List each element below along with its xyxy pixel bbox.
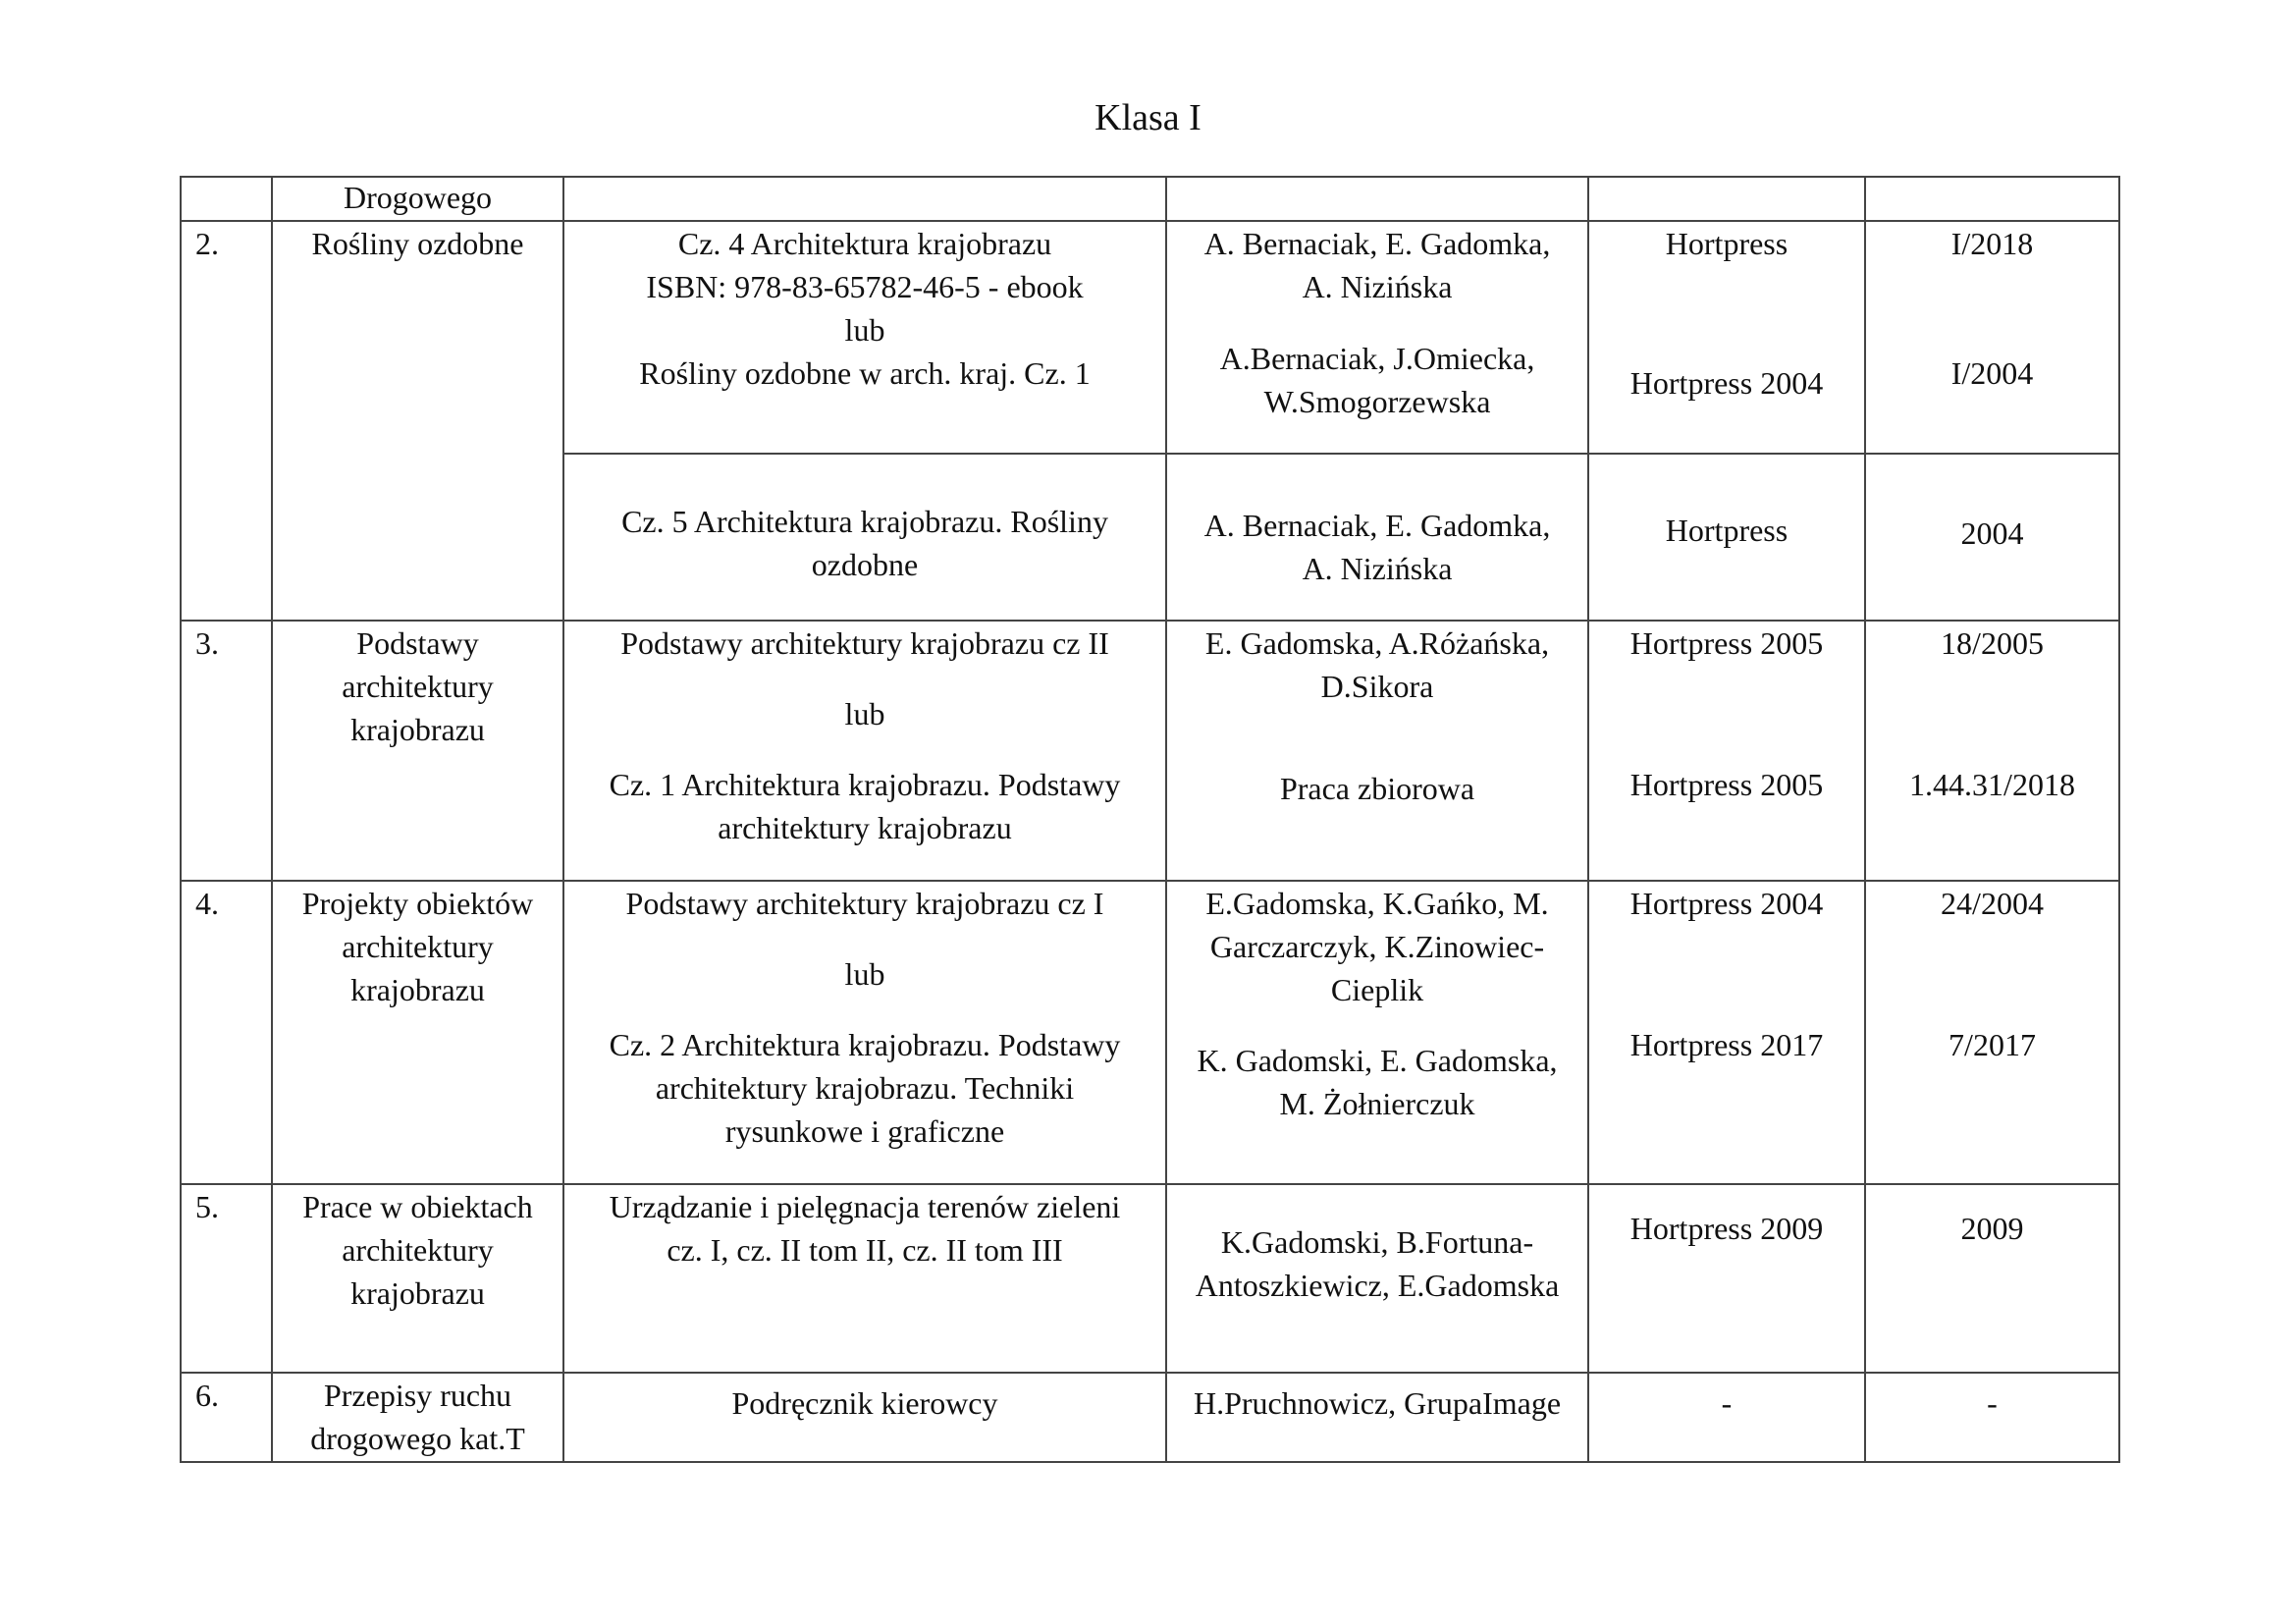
row-number: 5. bbox=[195, 1189, 219, 1224]
subject-line: drogowego kat.T bbox=[310, 1421, 525, 1456]
authors-line: E. Gadomska, A.Różańska, bbox=[1204, 625, 1550, 661]
title-cell bbox=[563, 177, 1166, 221]
approval-number-line: - bbox=[1987, 1385, 1998, 1421]
title-line: rysunkowe i graficzne bbox=[724, 1113, 1005, 1149]
authors-line: K.Gadomski, B.Fortuna- bbox=[1220, 1224, 1534, 1260]
row-number: 6. bbox=[195, 1378, 219, 1413]
number-cell bbox=[181, 621, 272, 881]
subject-cell bbox=[272, 1373, 563, 1462]
number-cell bbox=[181, 1184, 272, 1373]
publisher-cell bbox=[1588, 621, 1865, 881]
subject-line: Rośliny ozdobne bbox=[311, 226, 524, 261]
title-line: lub bbox=[844, 312, 885, 348]
subject-line: krajobrazu bbox=[350, 972, 485, 1007]
authors-line: A.Bernaciak, J.Omiecka, bbox=[1219, 341, 1535, 376]
approval-number-line: 2004 bbox=[1960, 515, 2024, 551]
subject-cell bbox=[272, 1184, 563, 1373]
authors-line: M. Żołnierczuk bbox=[1279, 1086, 1475, 1121]
authors-cell bbox=[1166, 221, 1588, 454]
subject-line: Drogowego bbox=[343, 180, 493, 215]
subject-line: krajobrazu bbox=[350, 1275, 485, 1311]
publisher-cell bbox=[1588, 1373, 1865, 1462]
approval-number-cell bbox=[1865, 1373, 2119, 1462]
publisher-line: - bbox=[1721, 1385, 1733, 1421]
publisher-line: Hortpress 2009 bbox=[1629, 1211, 1824, 1246]
approval-number-line: I/2018 bbox=[1950, 226, 2034, 261]
publisher-line: Hortpress 2005 bbox=[1629, 625, 1824, 661]
approval-number-line: I/2004 bbox=[1950, 355, 2034, 391]
publisher-cell bbox=[1588, 881, 1865, 1184]
table-row bbox=[181, 1184, 2119, 1373]
title-line: Podręcznik kierowcy bbox=[731, 1385, 998, 1421]
subject-line: Podstawy bbox=[356, 625, 479, 661]
subject-line: architektury bbox=[342, 929, 494, 964]
subject-cell bbox=[272, 221, 563, 621]
subject-line: architektury bbox=[342, 1232, 494, 1268]
approval-number-line: 1.44.31/2018 bbox=[1909, 767, 2075, 802]
title-line: Cz. 2 Architektura krajobrazu. Podstawy bbox=[609, 1027, 1121, 1062]
row-number: 3. bbox=[195, 625, 219, 661]
title-line: Cz. 5 Architektura krajobrazu. Rośliny bbox=[621, 504, 1108, 539]
subject-line: architektury bbox=[342, 669, 494, 704]
subject-line: Prace w obiektach bbox=[302, 1189, 533, 1224]
title-cell bbox=[563, 1184, 1166, 1373]
title-cell bbox=[563, 454, 1166, 621]
authors-line: D.Sikora bbox=[1320, 669, 1434, 704]
authors-line: Cieplik bbox=[1330, 972, 1424, 1007]
publisher-cell bbox=[1588, 177, 1865, 221]
title-line: architektury krajobrazu bbox=[718, 810, 1012, 845]
table-row bbox=[181, 221, 2119, 454]
title-cell bbox=[563, 881, 1166, 1184]
authors-line: K. Gadomski, E. Gadomska, bbox=[1197, 1043, 1558, 1078]
title-line: cz. I, cz. II tom II, cz. II tom III bbox=[667, 1232, 1063, 1268]
authors-line: Praca zbiorowa bbox=[1279, 771, 1475, 806]
approval-number-cell bbox=[1865, 454, 2119, 621]
title-line: lub bbox=[844, 696, 885, 731]
publisher-line: Hortpress 2004 bbox=[1629, 365, 1824, 401]
number-cell bbox=[181, 1373, 272, 1462]
publisher-cell bbox=[1588, 1184, 1865, 1373]
publisher-cell bbox=[1588, 221, 1865, 454]
publisher-line: Hortpress bbox=[1665, 513, 1789, 548]
authors-line: A. Nizińska bbox=[1302, 551, 1453, 586]
number-cell bbox=[181, 221, 272, 621]
subject-cell bbox=[272, 621, 563, 881]
row-number: 2. bbox=[195, 226, 219, 261]
authors-line: E.Gadomska, K.Gańko, M. bbox=[1205, 886, 1549, 921]
title-line: Rośliny ozdobne w arch. kraj. Cz. 1 bbox=[639, 355, 1091, 391]
table-row bbox=[181, 177, 2119, 221]
authors-line: A. Nizińska bbox=[1302, 269, 1453, 304]
title-cell bbox=[563, 1373, 1166, 1462]
approval-number-cell bbox=[1865, 881, 2119, 1184]
title-line: Podstawy architektury krajobrazu cz II bbox=[620, 625, 1109, 661]
authors-cell bbox=[1166, 1373, 1588, 1462]
title-line: Cz. 1 Architektura krajobrazu. Podstawy bbox=[609, 767, 1121, 802]
textbook-table bbox=[180, 176, 2120, 1463]
authors-line: A. Bernaciak, E. Gadomka, bbox=[1203, 226, 1551, 261]
number-cell bbox=[181, 881, 272, 1184]
authors-cell bbox=[1166, 1184, 1588, 1373]
authors-line: Garczarczyk, K.Zinowiec- bbox=[1209, 929, 1545, 964]
subject-cell bbox=[272, 881, 563, 1184]
approval-number-line: 24/2004 bbox=[1941, 886, 2044, 921]
number-cell bbox=[181, 177, 272, 221]
table-row bbox=[181, 1373, 2119, 1462]
title-line: lub bbox=[844, 956, 885, 992]
authors-cell bbox=[1166, 621, 1588, 881]
title-line: Podstawy architektury krajobrazu cz I bbox=[625, 886, 1104, 921]
approval-number-cell bbox=[1865, 1184, 2119, 1373]
table-row bbox=[181, 881, 2119, 1184]
page-title: Klasa I bbox=[1095, 97, 1201, 138]
subject-line: krajobrazu bbox=[350, 712, 485, 747]
publisher-line: Hortpress bbox=[1665, 226, 1789, 261]
authors-line: Antoszkiewicz, E.Gadomska bbox=[1195, 1268, 1560, 1303]
authors-line: A. Bernaciak, E. Gadomka, bbox=[1203, 508, 1551, 543]
authors-line: W.Smogorzewska bbox=[1263, 384, 1491, 419]
approval-number-cell bbox=[1865, 177, 2119, 221]
approval-number-cell bbox=[1865, 221, 2119, 454]
title-cell bbox=[563, 621, 1166, 881]
subject-cell bbox=[272, 177, 563, 221]
title-line: ozdobne bbox=[811, 547, 919, 582]
publisher-line: Hortpress 2005 bbox=[1629, 767, 1824, 802]
authors-cell bbox=[1166, 177, 1588, 221]
title-line: architektury krajobrazu. Techniki bbox=[655, 1070, 1075, 1106]
approval-number-line: 2009 bbox=[1960, 1211, 2024, 1246]
approval-number-line: 7/2017 bbox=[1949, 1027, 2036, 1062]
subject-line: Projekty obiektów bbox=[301, 886, 534, 921]
authors-cell bbox=[1166, 881, 1588, 1184]
title-line: Urządzanie i pielęgnacja terenów zieleni bbox=[609, 1189, 1121, 1224]
publisher-cell bbox=[1588, 454, 1865, 621]
approval-number-cell bbox=[1865, 621, 2119, 881]
row-number: 4. bbox=[195, 886, 219, 921]
subject-line: Przepisy ruchu bbox=[323, 1378, 512, 1413]
authors-cell bbox=[1166, 454, 1588, 621]
publisher-line: Hortpress 2017 bbox=[1629, 1027, 1824, 1062]
publisher-line: Hortpress 2004 bbox=[1629, 886, 1824, 921]
title-line: ISBN: 978-83-65782-46-5 - ebook bbox=[646, 269, 1084, 304]
title-line: Cz. 4 Architektura krajobrazu bbox=[677, 226, 1052, 261]
title-cell bbox=[563, 221, 1166, 454]
authors-line: H.Pruchnowicz, GrupaImage bbox=[1193, 1385, 1562, 1421]
approval-number-line: 18/2005 bbox=[1941, 625, 2044, 661]
table-row bbox=[181, 621, 2119, 881]
